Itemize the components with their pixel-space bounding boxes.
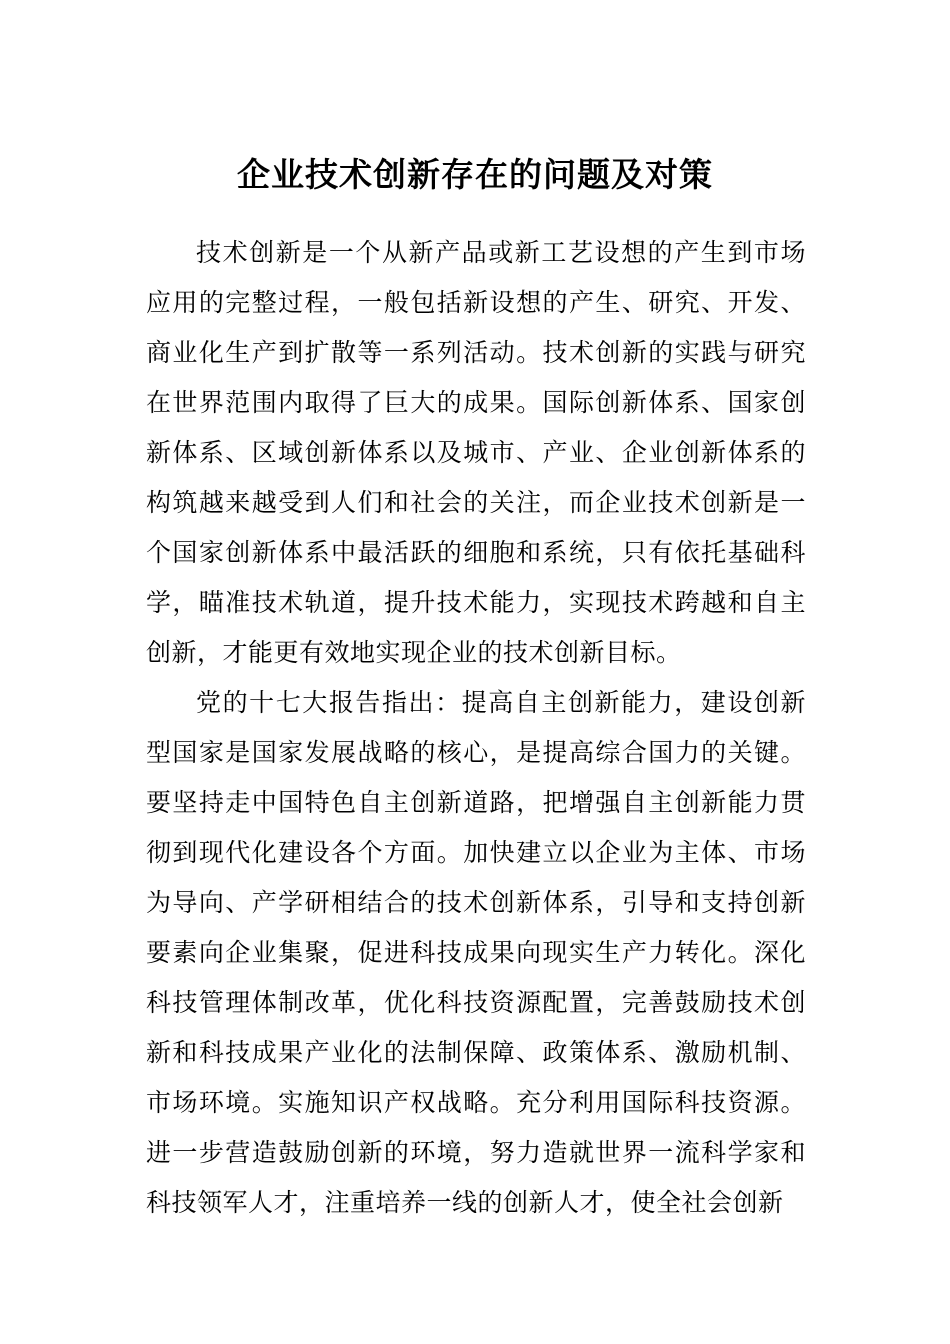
document-body bbox=[146, 228, 806, 1228]
paragraph: 党的十七大报告指出：提高自主创新能力，建设创新型国家是国家发展战略的核心，是提高综合国力的关键。要坚持走中国特色自主创新道路，把增强自主创新能力贯彻到现代化建设各个方面。加快建立以企业为主体、市场为导向、产学研相结合的技术创新体系，引导和支持创新要素向企业集聚，促进科技成果向现实生产力转化。深化科技管理体制改革，优化科技资源配置，完善鼓励技术创新和科技成果产业化的法制保障、政策体系、激励机制、市场环境。实施知识产权战略。充分利用国际科技资源。进一步营造鼓励创新的环境，努力造就世界一流科学家和科技领军人才，注重培养一线的创新人才，使全社会创新 bbox=[146, 688, 806, 1217]
paragraph: 技术创新是一个从新产品或新工艺设想的产生到市场应用的完整过程，一般包括新设想的产生、研究、开发、商业化生产到扩散等一系列活动。技术创新的实践与研究在世界范围内取得了巨大的成果。国际创新体系、国家创新体系、区域创新体系以及城市、产业、企业创新体系的构筑越来越受到人们和社会的关注，而企业技术创新是一个国家创新体系中最活跃的细胞和系统，只有依托基础科学，瞄准技术轨道，提升技术能力，实现技术跨越和自主创新，才能更有效地实现企业的技术创新目标。 bbox=[146, 238, 806, 667]
document-title: 企业技术创新存在的问题及对策 bbox=[237, 155, 713, 195]
